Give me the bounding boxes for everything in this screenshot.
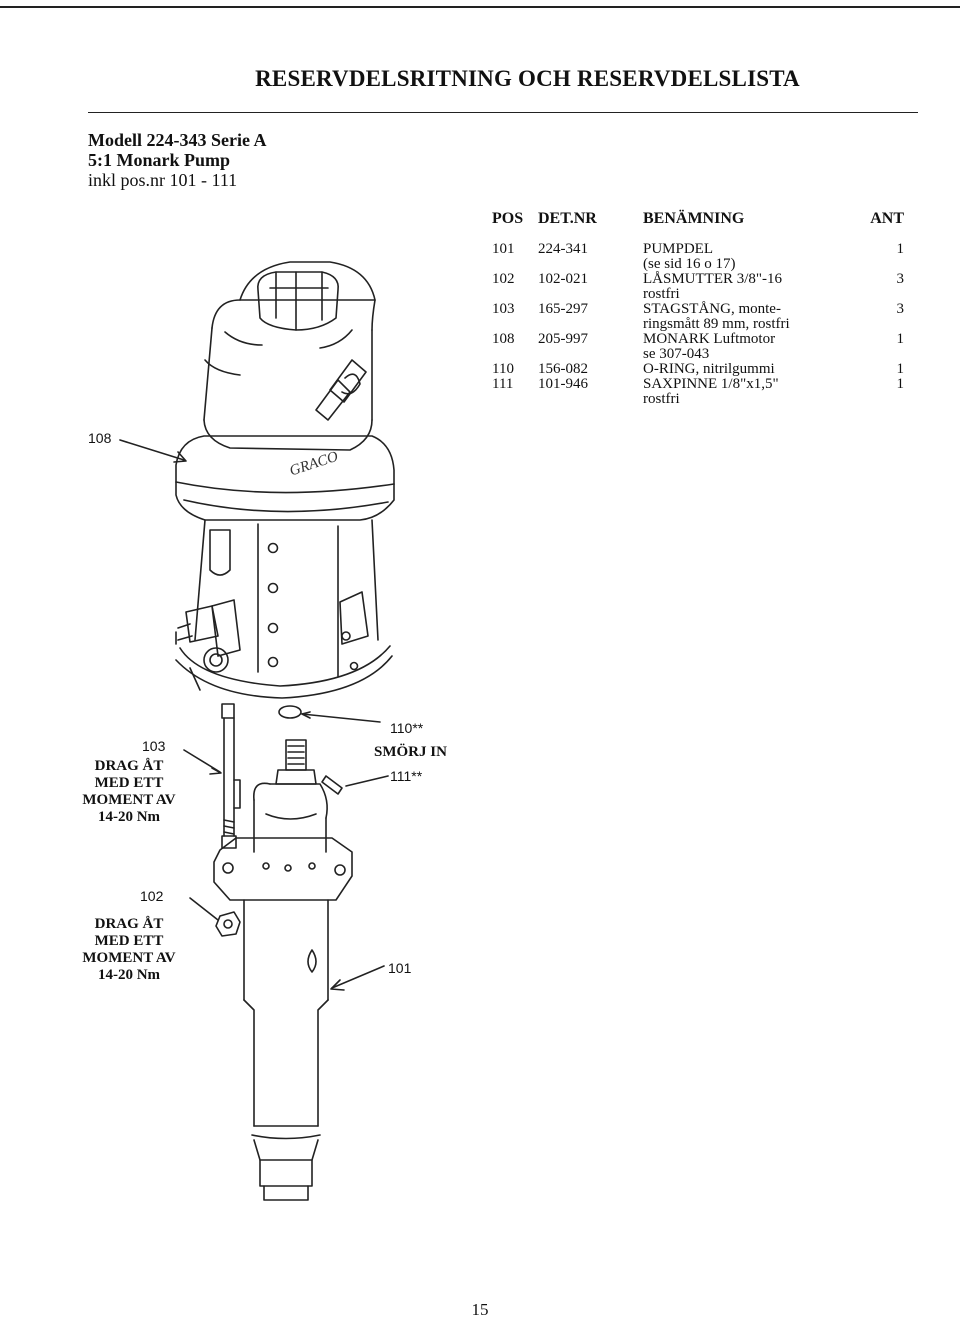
header-det: DET.NR (538, 210, 597, 227)
cell-ant: 1 (896, 331, 904, 347)
callout-110: 110** (390, 720, 424, 736)
cell-ant: 1 (896, 376, 904, 392)
cell-det: 101-946 (538, 376, 588, 392)
torque-note-line: MOMENT AV (82, 792, 176, 808)
cell-ben-line1: SAXPINNE 1/8"x1,5" (643, 376, 779, 392)
torque-note-line: MOMENT AV (82, 950, 176, 966)
cell-det: 165-297 (538, 301, 588, 317)
leader-108 (120, 440, 184, 460)
callout-111: 111** (390, 768, 423, 784)
cell-ant: 3 (896, 301, 904, 317)
header-ben: BENÄMNING (643, 210, 745, 227)
cell-pos: 102 (492, 271, 515, 287)
note-smorj-in: SMÖRJ IN (374, 744, 447, 760)
air-motor-cover (204, 262, 375, 450)
cell-ant: 1 (896, 241, 904, 257)
lock-nut-102 (216, 912, 240, 936)
callout-102: 102 (140, 888, 164, 904)
torque-note-line: DRAG ÅT (94, 758, 164, 774)
cell-pos: 111 (492, 376, 514, 392)
graco-logo-icon (316, 360, 366, 420)
cell-det: 102-021 (538, 271, 588, 287)
model-line-3: inkl pos.nr 101 - 111 (88, 170, 238, 190)
torque-note-line: 14-20 Nm (97, 967, 161, 983)
motor-cylinder (195, 520, 378, 676)
cell-ben-line2: ringsmått 89 mm, rostfri (643, 316, 790, 332)
page-number: 15 (471, 1300, 489, 1319)
cell-pos: 103 (492, 301, 515, 317)
cell-det: 156-082 (538, 361, 588, 377)
leader-110 (302, 714, 380, 722)
cell-ben-line1: STAGSTÅNG, monte- (643, 301, 781, 317)
torque-note-line: DRAG ÅT (94, 916, 164, 932)
air-inlet-fitting (176, 600, 240, 672)
cell-ben-line1: PUMPDEL (643, 241, 714, 257)
tie-rod (222, 704, 240, 848)
cell-pos: 108 (492, 331, 515, 347)
torque-note-103 (76, 758, 182, 826)
cover-nut (258, 272, 338, 330)
cell-ant: 1 (896, 361, 904, 377)
cell-ben-line1: MONARK Luftmotor (643, 331, 776, 347)
callout-108: 108 (88, 430, 112, 446)
model-line-1: Modell 224-343 Serie A (88, 130, 267, 150)
cotter-pin-111 (322, 776, 342, 794)
leader-102 (190, 898, 218, 920)
callout-103: 103 (142, 738, 166, 754)
cell-pos: 101 (492, 241, 515, 257)
cell-det: 224-341 (538, 241, 588, 257)
torque-note-line: MED ETT (94, 775, 164, 791)
cell-ben-line1: LÅSMUTTER 3/8"-16 (643, 271, 783, 287)
callout-101: 101 (388, 960, 412, 976)
o-ring-110 (279, 706, 301, 718)
page-title: RESERVDELSRITNING OCH RESERVDELSLISTA (255, 66, 800, 91)
leader-101 (332, 966, 384, 988)
cell-pos: 110 (492, 361, 514, 377)
torque-note-line: 14-20 Nm (97, 809, 161, 825)
leader-111 (346, 776, 388, 786)
cell-ben-line2: se 307-043 (643, 346, 710, 362)
header-pos: POS (492, 210, 524, 227)
cell-ben-line2: rostfri (643, 286, 680, 302)
torque-note-line: MED ETT (94, 933, 164, 949)
model-line-2: 5:1 Monark Pump (88, 150, 231, 170)
motor-bottom-base (176, 646, 392, 698)
cell-det: 205-997 (538, 331, 588, 347)
header-ant: ANT (870, 210, 904, 227)
cell-ben-line2: (se sid 16 o 17) (643, 256, 736, 272)
torque-note-102 (76, 916, 182, 984)
cell-ant: 3 (896, 271, 904, 287)
cell-ben-line1: O-RING, nitrilgummi (643, 361, 775, 377)
logo-text: GRACO (287, 448, 341, 480)
cell-ben-line2: rostfri (643, 391, 680, 407)
